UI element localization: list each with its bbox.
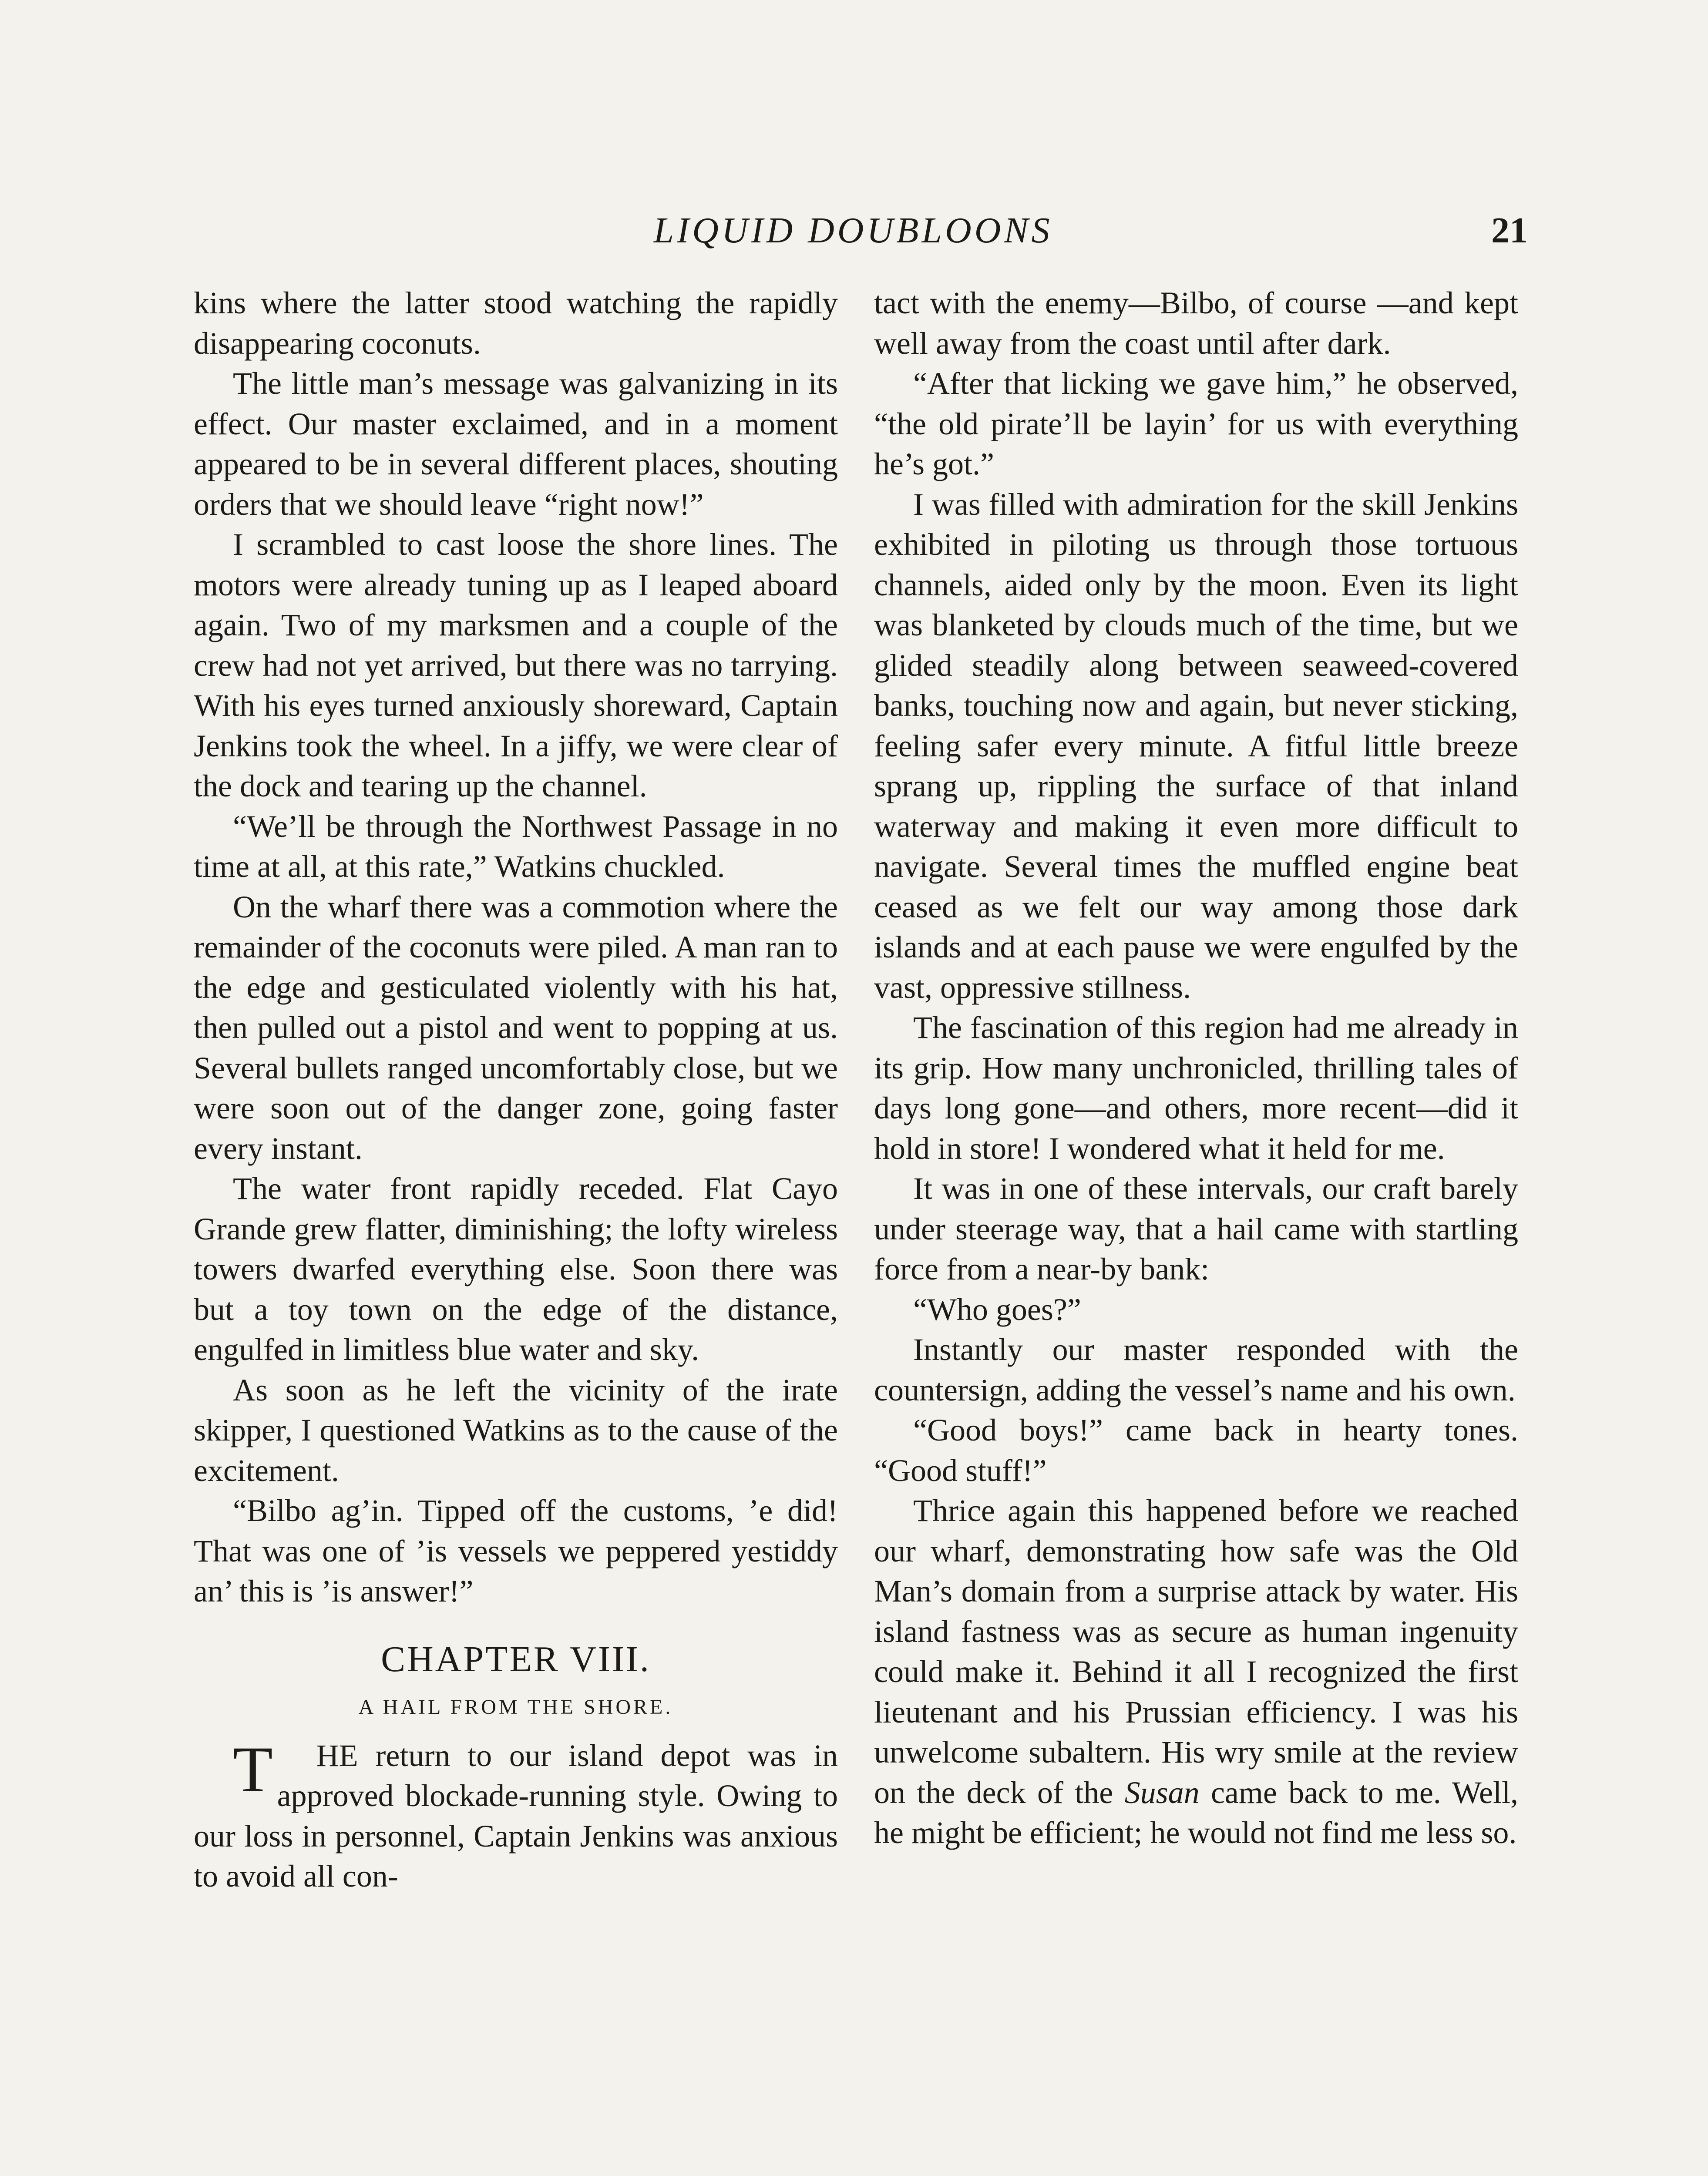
running-title: LIQUID DOUBLOONS <box>653 210 1053 251</box>
paragraph: kins where the latter stood watching the rapidly disappearing coconuts. <box>194 285 838 361</box>
paragraph: On the wharf there was a commotion where the remainder of the coconuts were piled. A man ran to the edge and gesticulated violently with his hat, then pulled out a pistol and went to popping at us. Several bullets ranged uncomfortably close, but we were soon out of the danger zone, going faster every instant. <box>194 889 838 1166</box>
paragraph: tact with the enemy—Bilbo, of course —and kept well away from the coast until after dark. <box>874 285 1518 361</box>
paragraph: “Bilbo ag’in. Tipped off the customs, ’e did! That was one of ’is vessels we peppered yestiddy an’ this is ’is answer!” <box>194 1493 838 1608</box>
paragraph-text: came back to me. Well, he might be efficient; he would not find me less so. <box>874 1775 1519 1850</box>
paragraph: “Who goes?” <box>913 1292 1081 1327</box>
paragraph: “We’ll be through the Northwest Passage in no time at all, at this rate,” Watkins chuckled. <box>194 809 838 884</box>
paragraph: It was in one of these intervals, our craft barely under steerage way, that a hail came with startling force from a near-by bank: <box>874 1171 1518 1286</box>
paragraph <box>874 1491 1518 1853</box>
paragraph: I was filled with admiration for the skill Jenkins exhibited in piloting us through those tortuous channels, aided only by the moon. Even its light was blanketed by clouds much of the time, but we glided steadily along between seaweed-covered banks, touching now and again, but never sticking, feeling safer every minute. A fitful little breeze sprang up, rippling the surface of that inland waterway and making it even more difficult to navigate. Several times the muffled engine beat ceased as we felt our way among those dark islands and at each pause we were engulfed by the vast, oppressive stillness. <box>874 487 1518 1005</box>
paragraph-text: Thrice again this happened before we reached our wharf, demonstrating how safe was the Old Man’s domain from a surprise attack by water. His island fastness was as secure as human ingenuity could make it. Behind it all I recognized the first lieutenant and his Prussian efficiency. I was his unwelcome subaltern. His wry smile at the review on the deck of the <box>874 1493 1518 1810</box>
page-header <box>183 205 1528 265</box>
chapter-opening-paragraph <box>194 1733 838 1897</box>
ship-name: Susan <box>1124 1775 1200 1810</box>
paragraph: Instantly our master responded with the countersign, adding the vessel’s name and his own. <box>874 1332 1518 1407</box>
paragraph: “Good boys!” came back in hearty tones. “Good stuff!” <box>874 1413 1518 1488</box>
chapter-title: CHAPTER VIII. <box>381 1639 651 1679</box>
left-column <box>194 283 838 1897</box>
paragraph: I scrambled to cast loose the shore lines. The motors were already tuning up as I leaped aboard again. Two of my marksmen and a couple of the crew had not yet arrived, but there was no tarrying. With his eyes turned anxiously shoreward, Captain Jenkins took the wheel. In a jiffy, we were clear of the dock and tearing up the channel. <box>194 527 838 803</box>
page-number: 21 <box>1491 210 1528 251</box>
paragraph: As soon as he left the vicinity of the irate skipper, I questioned Watkins as to the cause of the excitement. <box>194 1372 838 1488</box>
paragraph: The little man’s message was galvanizing in its effect. Our master exclaimed, and in a moment appeared to be in several different places, shouting orders that we should leave “right now!” <box>194 366 838 522</box>
right-column <box>874 283 1518 1853</box>
paragraph: The water front rapidly receded. Flat Cayo Grande grew flatter, diminishing; the lofty wireless towers dwarfed everything else. Soon there was but a toy town on the edge of the distance, engulfed in limitless blue water and sky. <box>194 1171 838 1367</box>
paragraph: “After that licking we gave him,” he observed, “the old pirate’ll be layin’ for us with everything he’s got.” <box>874 366 1518 481</box>
paragraph: The fascination of this region had me already in its grip. How many unchronicled, thrilling tales of days long gone—and others, more recent—did it hold in store! I wondered what it held for me. <box>874 1010 1518 1166</box>
paragraph-text: HE return to our island depot was in approved blockade-running style. Owing to our loss in personnel, Captain Jenkins was anxious to avoid all con- <box>194 1738 838 1894</box>
chapter-subtitle: A HAIL FROM THE SHORE. <box>358 1695 673 1719</box>
drop-cap: T <box>233 1733 273 1806</box>
